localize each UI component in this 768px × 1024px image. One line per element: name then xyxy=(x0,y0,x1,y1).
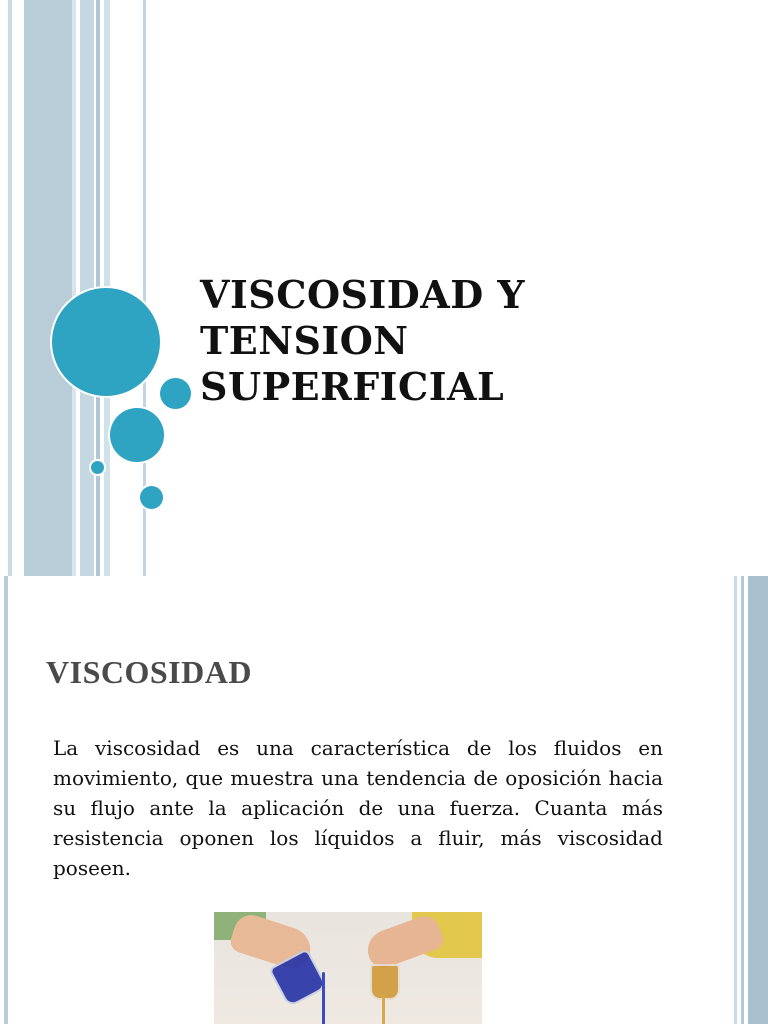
slide-title-line: TENSION xyxy=(200,318,409,363)
slide-title xyxy=(200,272,720,410)
decorative-circle xyxy=(140,486,163,509)
decorative-circle xyxy=(52,288,160,396)
slide-title-line: SUPERFICIAL xyxy=(200,364,505,409)
decorative-stripe xyxy=(734,576,737,1024)
decorative-stripe xyxy=(80,0,94,576)
decorative-stripe xyxy=(4,576,8,1024)
decorative-circle xyxy=(110,408,164,462)
pouring-liquids-photo xyxy=(214,912,482,1024)
blue-liquid-stream xyxy=(322,972,325,1024)
decorative-stripe xyxy=(8,0,12,576)
decorative-stripe xyxy=(24,0,72,576)
decorative-circle xyxy=(160,378,191,409)
section-heading: VISCOSIDAD xyxy=(46,654,252,690)
decorative-stripe xyxy=(72,0,76,576)
decorative-circle xyxy=(91,461,104,474)
content-slide xyxy=(0,576,768,1024)
amber-liquid-stream xyxy=(382,994,385,1024)
decorative-stripe xyxy=(741,576,744,1024)
slide-title-line: VISCOSIDAD Y xyxy=(200,272,526,317)
amber-liquid-beaker xyxy=(370,964,400,1000)
body-paragraph: La viscosidad es una característica de los fluidos en movimiento, que muestra una tendencia de oposición hacia su flujo ante la aplicación de una fuerza. Cuanta más resistencia oponen los líquidos a fluir, más viscosidad poseen. xyxy=(53,736,663,880)
right-hand xyxy=(362,912,446,972)
decorative-stripe xyxy=(748,576,768,1024)
